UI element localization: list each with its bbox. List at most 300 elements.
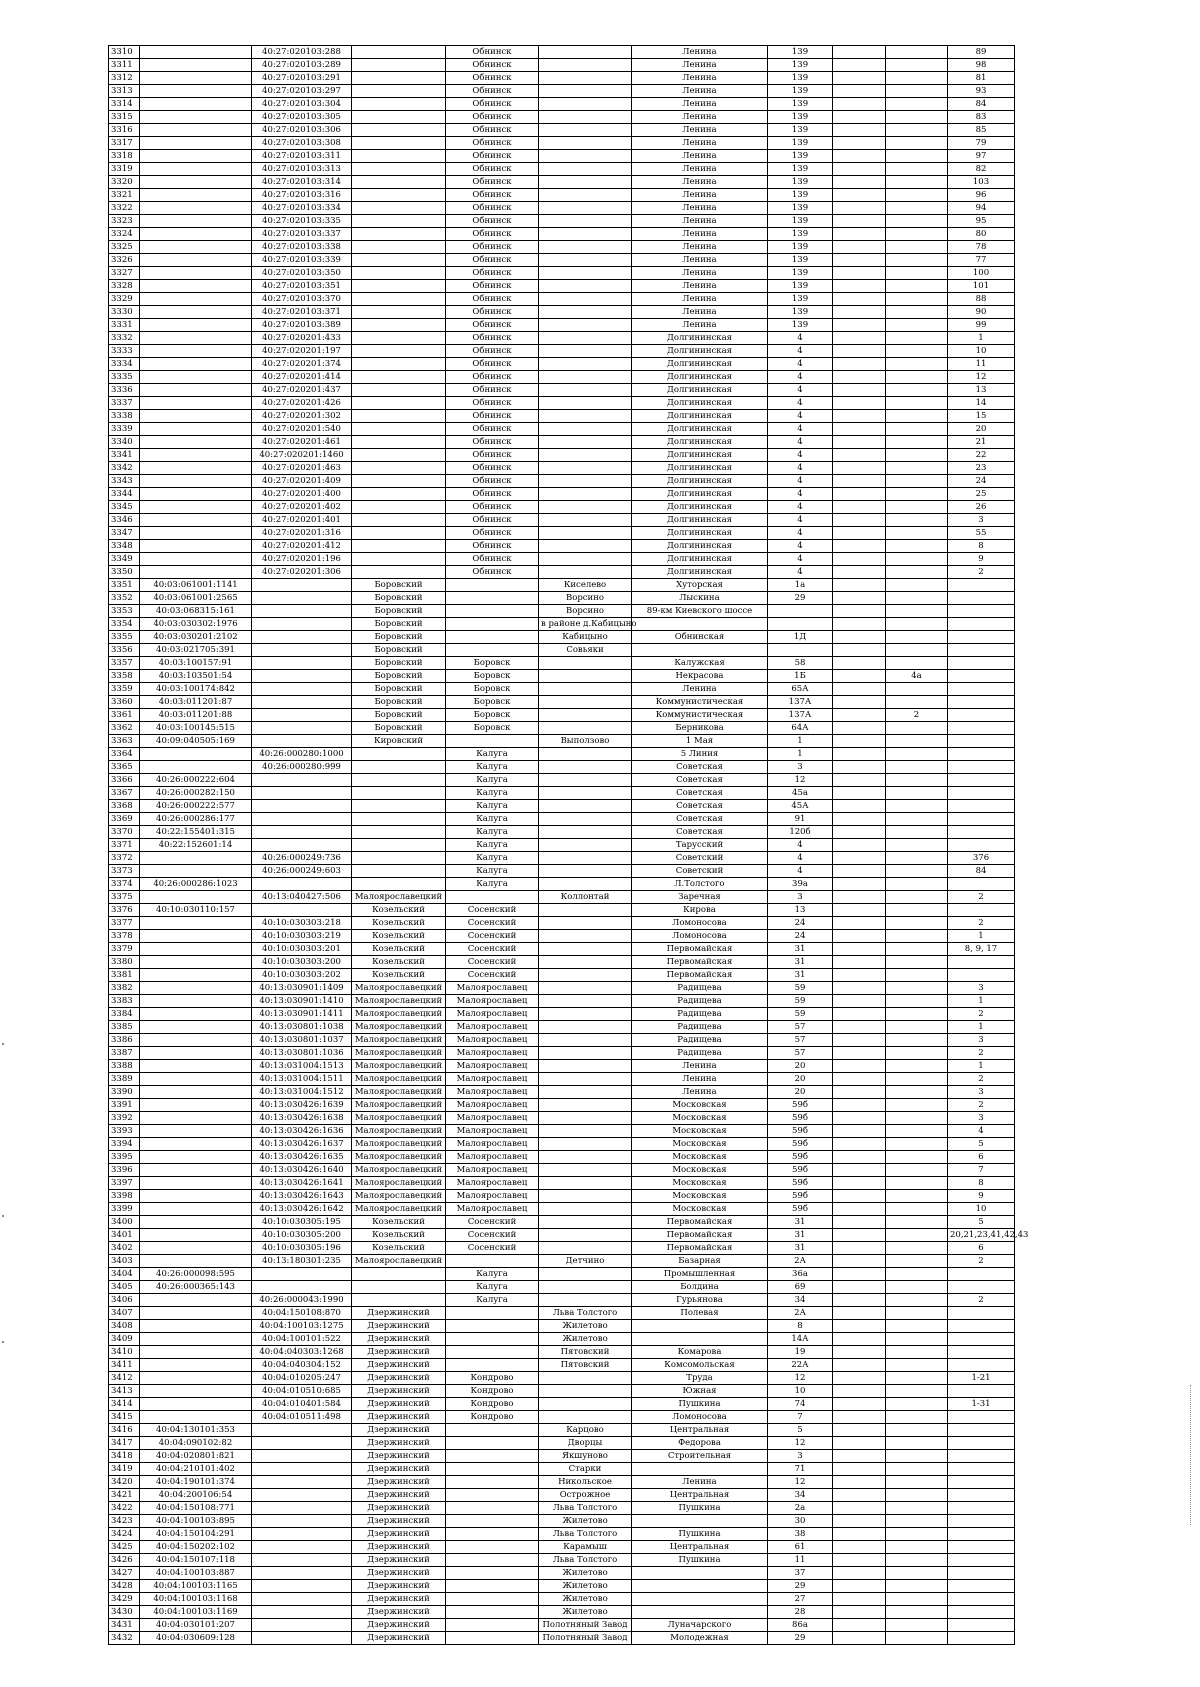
cell-num: 3408 bbox=[109, 1320, 140, 1333]
cell-corpus bbox=[886, 1554, 948, 1567]
cell-corpus bbox=[886, 1060, 948, 1073]
cell-street: Федорова bbox=[632, 1437, 768, 1450]
cell-building bbox=[833, 1281, 886, 1294]
table-row bbox=[109, 566, 1015, 579]
cell-street: Центральная bbox=[632, 1541, 768, 1554]
cell-building bbox=[833, 553, 886, 566]
cell-cad_b: 40:13:030901:1411 bbox=[252, 1008, 352, 1021]
cell-city: Обнинск bbox=[446, 293, 539, 306]
cell-num: 3316 bbox=[109, 124, 140, 137]
table-row bbox=[109, 1073, 1015, 1086]
cell-building bbox=[833, 1580, 886, 1593]
cell-building bbox=[833, 839, 886, 852]
cell-cad_b bbox=[252, 1632, 352, 1645]
cell-cad_b: 40:27:020103:291 bbox=[252, 72, 352, 85]
cell-building bbox=[833, 1203, 886, 1216]
cell-cad_a bbox=[140, 1333, 252, 1346]
cell-cad_b: 40:26:000043:1990 bbox=[252, 1294, 352, 1307]
table-row bbox=[109, 1333, 1015, 1346]
cell-apartment bbox=[948, 1385, 1015, 1398]
cell-apartment bbox=[948, 722, 1015, 735]
table-row bbox=[109, 1190, 1015, 1203]
cell-cad_a: 40:26:000282:150 bbox=[140, 787, 252, 800]
cell-district bbox=[352, 137, 446, 150]
cell-district bbox=[352, 878, 446, 891]
cell-cad_b: 40:04:040304:152 bbox=[252, 1359, 352, 1372]
cell-cad_a bbox=[140, 1255, 252, 1268]
cell-corpus bbox=[886, 735, 948, 748]
cell-street: Первомайская bbox=[632, 956, 768, 969]
cell-building bbox=[833, 774, 886, 787]
cell-cad_a bbox=[140, 137, 252, 150]
cell-building bbox=[833, 1450, 886, 1463]
cell-city: Калуга bbox=[446, 774, 539, 787]
cell-cad_b: 40:13:030426:1635 bbox=[252, 1151, 352, 1164]
cell-city: Обнинск bbox=[446, 202, 539, 215]
cell-city: Обнинск bbox=[446, 150, 539, 163]
table-row bbox=[109, 137, 1015, 150]
cell-cad_b bbox=[252, 826, 352, 839]
cell-city bbox=[446, 1619, 539, 1632]
cell-num: 3343 bbox=[109, 475, 140, 488]
cell-city bbox=[446, 1502, 539, 1515]
cell-street: Ленина bbox=[632, 215, 768, 228]
cell-district: Боровский bbox=[352, 644, 446, 657]
cell-building bbox=[833, 787, 886, 800]
cell-num: 3412 bbox=[109, 1372, 140, 1385]
cell-city: Малоярославец bbox=[446, 1073, 539, 1086]
cell-house: 139 bbox=[768, 215, 833, 228]
cell-village: Острожное bbox=[539, 1489, 632, 1502]
cell-apartment: 1 bbox=[948, 930, 1015, 943]
cell-cad_b: 40:27:020103:350 bbox=[252, 267, 352, 280]
cell-num: 3389 bbox=[109, 1073, 140, 1086]
cell-city: Малоярославец bbox=[446, 1164, 539, 1177]
cell-street: Ломоносова bbox=[632, 930, 768, 943]
cell-num: 3403 bbox=[109, 1255, 140, 1268]
table-row bbox=[109, 1216, 1015, 1229]
cell-corpus bbox=[886, 969, 948, 982]
cell-cad_b bbox=[252, 605, 352, 618]
cell-street: Московская bbox=[632, 1099, 768, 1112]
cell-village bbox=[539, 228, 632, 241]
cell-building bbox=[833, 423, 886, 436]
cell-city: Обнинск bbox=[446, 527, 539, 540]
cell-cad_b: 40:27:020103:334 bbox=[252, 202, 352, 215]
cell-apartment: 23 bbox=[948, 462, 1015, 475]
cell-corpus bbox=[886, 1346, 948, 1359]
cell-num: 3347 bbox=[109, 527, 140, 540]
cell-house: 139 bbox=[768, 163, 833, 176]
cell-cad_b: 40:13:030426:1641 bbox=[252, 1177, 352, 1190]
cell-city: Кондрово bbox=[446, 1411, 539, 1424]
cell-building bbox=[833, 1515, 886, 1528]
cell-building bbox=[833, 1099, 886, 1112]
cell-building bbox=[833, 1151, 886, 1164]
cell-building bbox=[833, 137, 886, 150]
cell-building bbox=[833, 1294, 886, 1307]
cell-num: 3390 bbox=[109, 1086, 140, 1099]
cell-building bbox=[833, 800, 886, 813]
cell-cad_a bbox=[140, 1320, 252, 1333]
cell-cad_b bbox=[252, 735, 352, 748]
cell-street: Долгининская bbox=[632, 397, 768, 410]
cell-apartment bbox=[948, 709, 1015, 722]
cell-cad_a: 40:04:130101:353 bbox=[140, 1424, 252, 1437]
cell-village bbox=[539, 930, 632, 943]
cell-village: Старки bbox=[539, 1463, 632, 1476]
cell-street: Долгининская bbox=[632, 566, 768, 579]
cell-corpus bbox=[886, 1411, 948, 1424]
cell-cad_a bbox=[140, 1112, 252, 1125]
cell-corpus bbox=[886, 748, 948, 761]
cell-building bbox=[833, 176, 886, 189]
cell-corpus bbox=[886, 1372, 948, 1385]
cell-apartment bbox=[948, 1606, 1015, 1619]
cell-street bbox=[632, 1463, 768, 1476]
table-row bbox=[109, 1047, 1015, 1060]
cell-street bbox=[632, 618, 768, 631]
cell-building bbox=[833, 683, 886, 696]
cell-street: Коммунистическая bbox=[632, 709, 768, 722]
cell-district bbox=[352, 566, 446, 579]
cell-village bbox=[539, 956, 632, 969]
cell-district: Дзержинский bbox=[352, 1476, 446, 1489]
cell-house: 36а bbox=[768, 1268, 833, 1281]
cell-city: Боровск bbox=[446, 657, 539, 670]
cell-corpus bbox=[886, 1307, 948, 1320]
cell-village bbox=[539, 696, 632, 709]
cell-apartment bbox=[948, 1424, 1015, 1437]
cell-cad_b: 40:27:020103:304 bbox=[252, 98, 352, 111]
cell-apartment: 8 bbox=[948, 1177, 1015, 1190]
cell-village bbox=[539, 670, 632, 683]
cell-district bbox=[352, 748, 446, 761]
cell-district bbox=[352, 410, 446, 423]
cell-street: Советская bbox=[632, 787, 768, 800]
cell-house: 3 bbox=[768, 1450, 833, 1463]
cell-street: Ленина bbox=[632, 111, 768, 124]
cell-corpus bbox=[886, 592, 948, 605]
cell-cad_b: 40:13:031004:1511 bbox=[252, 1073, 352, 1086]
cell-village bbox=[539, 358, 632, 371]
cell-street: Московская bbox=[632, 1177, 768, 1190]
cell-building bbox=[833, 1229, 886, 1242]
cell-city: Малоярославец bbox=[446, 1138, 539, 1151]
cell-cad_b: 40:13:030801:1038 bbox=[252, 1021, 352, 1034]
cell-apartment bbox=[948, 631, 1015, 644]
cell-village bbox=[539, 1242, 632, 1255]
cell-city bbox=[446, 644, 539, 657]
cell-district: Малоярославецкий bbox=[352, 891, 446, 904]
cell-district bbox=[352, 215, 446, 228]
cell-cad_b: 40:27:020201:412 bbox=[252, 540, 352, 553]
table-row bbox=[109, 1138, 1015, 1151]
cell-village: в районе д.Кабицыно bbox=[539, 618, 632, 631]
cell-cad_a: 40:26:000222:577 bbox=[140, 800, 252, 813]
cell-district bbox=[352, 514, 446, 527]
cell-city bbox=[446, 1541, 539, 1554]
cell-district bbox=[352, 163, 446, 176]
cell-city: Обнинск bbox=[446, 332, 539, 345]
cell-house: 59б bbox=[768, 1177, 833, 1190]
cell-apartment bbox=[948, 787, 1015, 800]
cell-city: Калуга bbox=[446, 852, 539, 865]
cell-street: Ленина bbox=[632, 319, 768, 332]
cell-cad_a: 40:04:150107:118 bbox=[140, 1554, 252, 1567]
table-row bbox=[109, 293, 1015, 306]
cell-district bbox=[352, 436, 446, 449]
cell-village bbox=[539, 241, 632, 254]
cell-cad_b bbox=[252, 709, 352, 722]
cell-house: 45А bbox=[768, 800, 833, 813]
cell-apartment: 2 bbox=[948, 917, 1015, 930]
cell-village bbox=[539, 85, 632, 98]
cell-house: 59б bbox=[768, 1099, 833, 1112]
cell-house: 64А bbox=[768, 722, 833, 735]
cell-cad_a bbox=[140, 1216, 252, 1229]
cell-village bbox=[539, 1086, 632, 1099]
cell-cad_b: 40:04:040303:1268 bbox=[252, 1346, 352, 1359]
cell-cad_b: 40:04:010401:584 bbox=[252, 1398, 352, 1411]
cell-building bbox=[833, 514, 886, 527]
cell-num: 3414 bbox=[109, 1398, 140, 1411]
cell-apartment bbox=[948, 878, 1015, 891]
cell-city bbox=[446, 1437, 539, 1450]
cell-cad_a: 40:04:150202:102 bbox=[140, 1541, 252, 1554]
cell-cad_a bbox=[140, 1359, 252, 1372]
table-row bbox=[109, 1385, 1015, 1398]
cell-cad_b: 40:27:020201:433 bbox=[252, 332, 352, 345]
cell-cad_b: 40:04:100103:1275 bbox=[252, 1320, 352, 1333]
cell-street: Ленина bbox=[632, 46, 768, 59]
cell-street bbox=[632, 1567, 768, 1580]
cell-building bbox=[833, 124, 886, 137]
table-row bbox=[109, 1034, 1015, 1047]
cell-house: 20 bbox=[768, 1086, 833, 1099]
cell-street: Ленина bbox=[632, 1073, 768, 1086]
cell-cad_b: 40:27:020103:314 bbox=[252, 176, 352, 189]
cell-house: 4 bbox=[768, 423, 833, 436]
cell-num: 3366 bbox=[109, 774, 140, 787]
cell-building bbox=[833, 59, 886, 72]
cell-cad_a bbox=[140, 306, 252, 319]
cell-building bbox=[833, 644, 886, 657]
cell-cad_b: 40:27:020103:289 bbox=[252, 59, 352, 72]
cell-district bbox=[352, 189, 446, 202]
cell-corpus bbox=[886, 982, 948, 995]
cell-house: 1Б bbox=[768, 670, 833, 683]
cell-corpus bbox=[886, 202, 948, 215]
cell-num: 3422 bbox=[109, 1502, 140, 1515]
cell-city bbox=[446, 605, 539, 618]
cell-district: Дзержинский bbox=[352, 1385, 446, 1398]
cell-corpus bbox=[886, 761, 948, 774]
cell-num: 3339 bbox=[109, 423, 140, 436]
cell-corpus bbox=[886, 683, 948, 696]
cell-district: Боровский bbox=[352, 631, 446, 644]
cell-corpus bbox=[886, 891, 948, 904]
cell-street: 1 Мая bbox=[632, 735, 768, 748]
cell-street: Ломоносова bbox=[632, 1411, 768, 1424]
cell-num: 3379 bbox=[109, 943, 140, 956]
cell-corpus bbox=[886, 345, 948, 358]
cell-cad_b bbox=[252, 787, 352, 800]
table-row bbox=[109, 1554, 1015, 1567]
cell-village bbox=[539, 163, 632, 176]
table-row bbox=[109, 1268, 1015, 1281]
cell-street: Советская bbox=[632, 800, 768, 813]
table-row bbox=[109, 1112, 1015, 1125]
cell-cad_b: 40:10:030305:196 bbox=[252, 1242, 352, 1255]
cell-cad_b: 40:13:030426:1637 bbox=[252, 1138, 352, 1151]
cell-house: 59б bbox=[768, 1151, 833, 1164]
cell-city: Малоярославец bbox=[446, 1008, 539, 1021]
cell-num: 3386 bbox=[109, 1034, 140, 1047]
cell-house: 30 bbox=[768, 1515, 833, 1528]
cell-village bbox=[539, 787, 632, 800]
cell-cad_b: 40:27:020201:409 bbox=[252, 475, 352, 488]
cell-corpus bbox=[886, 917, 948, 930]
cell-cad_a bbox=[140, 553, 252, 566]
cell-house: 4 bbox=[768, 488, 833, 501]
cell-house: 139 bbox=[768, 293, 833, 306]
cell-village: Жилетово bbox=[539, 1333, 632, 1346]
cell-street: Заречная bbox=[632, 891, 768, 904]
cell-city: Обнинск bbox=[446, 241, 539, 254]
table-row bbox=[109, 995, 1015, 1008]
cell-corpus bbox=[886, 293, 948, 306]
cell-house: 2а bbox=[768, 1502, 833, 1515]
cell-house: 137А bbox=[768, 709, 833, 722]
cell-corpus bbox=[886, 930, 948, 943]
cell-corpus bbox=[886, 1268, 948, 1281]
cell-num: 3324 bbox=[109, 228, 140, 241]
cell-apartment bbox=[948, 839, 1015, 852]
cell-district bbox=[352, 423, 446, 436]
cell-house: 139 bbox=[768, 241, 833, 254]
cell-cad_a bbox=[140, 748, 252, 761]
cell-apartment bbox=[948, 735, 1015, 748]
table-row bbox=[109, 1606, 1015, 1619]
cell-num: 3322 bbox=[109, 202, 140, 215]
cell-corpus bbox=[886, 1580, 948, 1593]
cell-village bbox=[539, 1060, 632, 1073]
cell-district: Дзержинский bbox=[352, 1424, 446, 1437]
cell-apartment bbox=[948, 1307, 1015, 1320]
cell-cad_b bbox=[252, 1554, 352, 1567]
cell-cad_a bbox=[140, 1008, 252, 1021]
cell-street: Радищева bbox=[632, 1008, 768, 1021]
table-row bbox=[109, 969, 1015, 982]
cell-corpus: 2 bbox=[886, 709, 948, 722]
cell-cad_b bbox=[252, 1489, 352, 1502]
cell-corpus bbox=[886, 852, 948, 865]
cell-cad_b: 40:13:030426:1638 bbox=[252, 1112, 352, 1125]
cell-corpus bbox=[886, 189, 948, 202]
cell-cad_a: 40:03:103501:54 bbox=[140, 670, 252, 683]
cell-house: 120б bbox=[768, 826, 833, 839]
cell-street: Ленина bbox=[632, 98, 768, 111]
cell-cad_b bbox=[252, 722, 352, 735]
cell-apartment bbox=[948, 1450, 1015, 1463]
cell-cad_b: 40:27:020201:426 bbox=[252, 397, 352, 410]
cell-district: Козельский bbox=[352, 1242, 446, 1255]
cell-apartment bbox=[948, 1489, 1015, 1502]
cell-building bbox=[833, 475, 886, 488]
cell-num: 3329 bbox=[109, 293, 140, 306]
table-row bbox=[109, 1242, 1015, 1255]
cell-apartment: 3 bbox=[948, 1034, 1015, 1047]
cell-building bbox=[833, 852, 886, 865]
cell-village: Никольское bbox=[539, 1476, 632, 1489]
cell-num: 3333 bbox=[109, 345, 140, 358]
cell-corpus bbox=[886, 111, 948, 124]
cell-street: Радищева bbox=[632, 1021, 768, 1034]
cell-village bbox=[539, 761, 632, 774]
cell-cad_a: 40:03:030201:2102 bbox=[140, 631, 252, 644]
table-row bbox=[109, 241, 1015, 254]
cell-house: 20 bbox=[768, 1060, 833, 1073]
cell-street: Ленина bbox=[632, 306, 768, 319]
cell-city: Обнинск bbox=[446, 319, 539, 332]
cell-apartment: 85 bbox=[948, 124, 1015, 137]
cell-cad_b: 40:26:000249:603 bbox=[252, 865, 352, 878]
cell-cad_a bbox=[140, 540, 252, 553]
cell-cad_a bbox=[140, 423, 252, 436]
cell-apartment: 5 bbox=[948, 1138, 1015, 1151]
cell-cad_b bbox=[252, 1567, 352, 1580]
cell-city: Калуга bbox=[446, 839, 539, 852]
cell-apartment: 2 bbox=[948, 1294, 1015, 1307]
cell-city bbox=[446, 1424, 539, 1437]
cell-building bbox=[833, 878, 886, 891]
cell-building bbox=[833, 1008, 886, 1021]
cell-city bbox=[446, 1528, 539, 1541]
cell-cad_b: 40:10:030305:195 bbox=[252, 1216, 352, 1229]
cell-city: Калуга bbox=[446, 761, 539, 774]
table-row bbox=[109, 1593, 1015, 1606]
cell-street: Долгининская bbox=[632, 449, 768, 462]
cell-building bbox=[833, 150, 886, 163]
cell-house: 31 bbox=[768, 956, 833, 969]
cell-cad_a bbox=[140, 891, 252, 904]
cell-street: Ленина bbox=[632, 176, 768, 189]
cell-house: 58 bbox=[768, 657, 833, 670]
cell-cad_b: 40:27:020103:335 bbox=[252, 215, 352, 228]
table-row bbox=[109, 1359, 1015, 1372]
cell-cad_b: 40:10:030303:218 bbox=[252, 917, 352, 930]
cell-district: Боровский bbox=[352, 579, 446, 592]
cell-apartment: 2 bbox=[948, 1099, 1015, 1112]
cell-village bbox=[539, 189, 632, 202]
cell-corpus bbox=[886, 1606, 948, 1619]
cell-cad_b bbox=[252, 774, 352, 787]
cell-house bbox=[768, 605, 833, 618]
cell-village bbox=[539, 98, 632, 111]
cell-district: Дзержинский bbox=[352, 1333, 446, 1346]
cell-apartment bbox=[948, 956, 1015, 969]
cell-district: Боровский bbox=[352, 683, 446, 696]
cell-street: Советская bbox=[632, 761, 768, 774]
cell-city: Обнинск bbox=[446, 384, 539, 397]
cell-cad_a bbox=[140, 527, 252, 540]
cell-apartment bbox=[948, 1463, 1015, 1476]
cell-building bbox=[833, 943, 886, 956]
cell-street: Тарусский bbox=[632, 839, 768, 852]
cell-house: 139 bbox=[768, 254, 833, 267]
cell-house: 10 bbox=[768, 1385, 833, 1398]
